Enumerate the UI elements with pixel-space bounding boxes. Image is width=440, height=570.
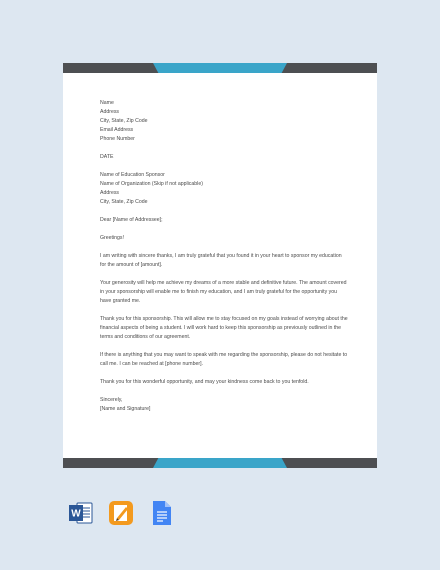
salutation: Dear [Name of Addressee]; <box>100 217 163 223</box>
recipient-city-state-zip: City, State, Zip Code <box>100 199 148 205</box>
sender-name: Name <box>100 100 114 106</box>
paragraph-2: Your generosity will help me achieve my dreams of a more stable and definitive future. The amount covered in your sponsorship will enable me to finish my education, and I am truly grateful for the opportunity you have granted me. <box>100 280 347 304</box>
format-icons <box>68 500 174 526</box>
recipient-address: Address <box>100 190 120 196</box>
word-icon[interactable] <box>68 500 94 526</box>
letter-date: DATE <box>100 154 114 160</box>
paragraph-1: I am writing with sincere thanks, I am truly grateful that you found it in your heart to sponsor my education for the amount of [amount]. <box>100 253 342 268</box>
closing: Sincerely, <box>100 397 123 403</box>
greeting: Greetings! <box>100 235 124 241</box>
svg-text:W: W <box>71 508 81 520</box>
paragraph-4: If there is anything that you may want to speak with me regarding the sponsorship, please do not hesitate to call me. I can be reached at [phone number]. <box>100 352 348 367</box>
sender-phone: Phone Number <box>100 136 135 142</box>
recipient-sponsor: Name of Education Sponsor <box>100 172 165 178</box>
footer-band <box>63 458 377 468</box>
sender-email: Email Address <box>100 127 134 133</box>
letter-template-page <box>63 63 377 468</box>
sender-address: Address <box>100 109 120 115</box>
google-docs-icon[interactable] <box>148 500 174 526</box>
sender-city-state-zip: City, State, Zip Code <box>100 118 148 124</box>
pages-icon[interactable] <box>108 500 134 526</box>
recipient-organization: Name of Organization (Skip if not applicable) <box>100 181 203 187</box>
signature: [Name and Signature] <box>100 406 151 412</box>
letter-body <box>100 99 348 414</box>
paragraph-5: Thank you for this wonderful opportunity, and may your kindness come back to you tenfold. <box>100 379 309 385</box>
paragraph-3: Thank you for this sponsorship. This will allow me to stay focused on my goals instead of worrying about the financial aspects of being a student. I will work hard to keep this sponsorship as previously outlined in the terms and conditions of our agreement. <box>100 316 348 340</box>
header-band <box>63 63 377 73</box>
header-accent <box>153 63 287 73</box>
footer-accent <box>153 458 287 468</box>
